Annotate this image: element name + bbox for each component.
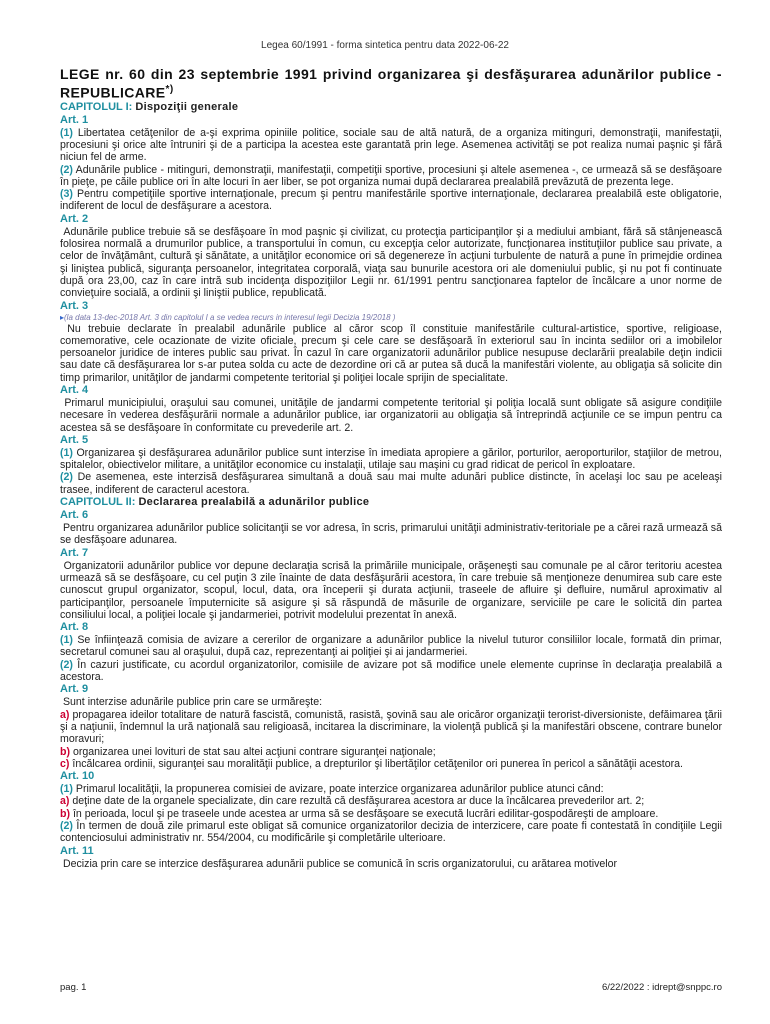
article-6-text: Pentru organizarea adunărilor publice solicitanţii se vor adresa, în scris, primarului unităţii administrativ-teritoriale pe a cărei rază urmează să se desfăşoare adunarea. xyxy=(60,522,722,547)
article-3-label[interactable]: Art. 3 xyxy=(60,299,89,312)
article-1-paragraph-1: (1) Libertatea cetăţenilor de a-şi exprima opiniile politice, sociale sau de altă natură, de a organiza mitinguri, demonstraţii, manifestaţii, procesiuni şi orice alte întruniri şi de a participa la acestea este garantată prin lege. Asemenea activităţi se pot realiza numai paşnic şi fără niciun fel de arme. xyxy=(60,126,722,164)
article-9-intro: Sunt interzise adunările publice prin care se urmăreşte: xyxy=(62,696,323,709)
article-5-paragraph-1: (1) Organizarea şi desfăşurarea adunărilor publice sunt interzise în imediata apropiere a gărilor, porturilor, aeroporturilor, staţiilor de metrou, spitalelor, obiectivelor militare, a unităţilor economice cu instalaţii, utilaje sau maşini cu grad ridicat de pericol în exploatare. xyxy=(60,446,722,472)
title-footnote-mark[interactable]: *) xyxy=(165,84,174,95)
arrow-icon: ▸ xyxy=(60,312,65,322)
article-3-text: Nu trebuie declarate în prealabil adunările publice al căror scop îl constituie manifestările cultural-artistice, sportive, religioase, comemorative, cele ocazionate de vizite oficiale, precum şi cele care se desfăşoară în exteriorul sau în incinta sediilor ori a imobilelor persoanelor juridice de interes public sau privat. În cazul în care organizatorii adunărilor publice nesupuse declarării prealabile deţin indicii sau date că desfăşurarea lor s-ar putea solda cu acte de dezordine ori că ar putea să ducă la manifestări violente, au obligaţia să solicite din timp primarilor, unităţilor de jandarmi competente teritorial şi poliţiei locale sprijin de specialitate. xyxy=(60,322,722,384)
article-8-label[interactable]: Art. 8 xyxy=(60,621,89,634)
page-number: pag. 1 xyxy=(60,982,87,993)
article-5-paragraph-2: (2) De asemenea, este interzisă desfăşurarea simultană a două sau mai multe adunări publice distincte, în acelaşi loc sau pe aceleaşi trasee, indiferent de caracterul acestora. xyxy=(60,471,722,496)
article-2-text: Adunările publice trebuie să se desfăşoare în mod paşnic şi civilizat, cu protecţia participanţilor şi a mediului ambiant, fără să stânjenească folosirea normală a drumurilor publice, a transportului în comun, cu excepţia celor autorizate, funcţionarea instituţiilor publice sau private, a celor de învăţământ, cultură şi sănătate, a unităţilor economice ori să degenereze în acţiuni turbulente de natură a pune în primejdie ordinea şi liniştea publică, siguranţa persoanelor, integritatea corporală, viaţa sau bunurile acestora ori ale domeniului public, şi nu pot fi continuate după ora 23,00, caz în care intră sub incidenţa dispoziţiilor Legii nr. 61/1991 pentru sancţionarea faptelor de încălcare a unor norme de convieţuire socială, a ordinii şi liniştii publice, republicată. xyxy=(60,225,722,300)
article-6-label[interactable]: Art. 6 xyxy=(60,509,89,522)
article-5-label[interactable]: Art. 5 xyxy=(60,433,89,446)
article-10-label[interactable]: Art. 10 xyxy=(60,770,95,783)
article-7-text: Organizatorii adunărilor publice vor depune declaraţia scrisă la primăriile municipale, orăşeneşti sau comunale pe al căror teritoriu acestea urmează să se desfăşoare, cu cel puţin 3 zile înainte de data desfăşurării acestora, în care trebuie să menţioneze denumirea sub care este cunoscut grupul organizator, scopul, locul, data, ora începerii şi durata acţiunii, traseele de afluire şi defluire, numărul aproximativ al participanţilor, persoanele împuternicite să asigure şi să răspundă de măsurile de organizare, serviciile pe care le solicită din partea consiliului local, a poliţiei locale şi jandarmeriei, potrivit modelului prezentat în anexă. xyxy=(60,559,722,621)
footer-date-email: 6/22/2022 : idrept@snppc.ro xyxy=(601,982,722,993)
article-9-letter-a: a) propagarea ideilor totalitare de natură fascistă, comunistă, rasistă, şovină sau ale oricăror organizaţii terorist-diversioniste, defăimarea ţării şi a naţiunii, îndemnul la ură naţională sau religioasă, incitarea la discriminare, la violenţă publică şi la manifestări obscene, contrare bunelor moravuri; xyxy=(60,708,722,746)
article-9-letter-b: b) organizarea unei lovituri de stat sau altei acţiuni contrare siguranţei naţionale; xyxy=(60,745,436,758)
article-1-label[interactable]: Art. 1 xyxy=(60,113,89,126)
chapter-2-heading: CAPITOLUL II: Declararea prealabilă a adunărilor publice xyxy=(60,496,370,509)
article-10-letter-b: b) în perioada, locul şi pe traseele unde acestea ar urma să se desfăşoare se execută lucrări edilitar-gospodăreşti de amploare. xyxy=(60,807,659,820)
article-10-paragraph-1: (1) Primarul localităţii, la propunerea comisiei de avizare, poate interzice organizarea adunărilor publice atunci când: xyxy=(60,783,604,796)
article-10-paragraph-2: (2) În termen de două zile primarul este obligat să comunice organizatorilor decizia de interzicere, care poate fi contestată în condiţiile Legii contenciosului administrativ nr. 554/2004, cu modificările şi completările ulterioare. xyxy=(60,820,722,845)
article-2-label[interactable]: Art. 2 xyxy=(60,212,89,225)
article-4-text: Primarul municipiului, oraşului sau comunei, unităţile de jandarmi competente teritorial şi poliţia locală sunt obligate să asigure condiţiile necesare în vederea desfăşurării normale a adunărilor publice, iar organizatorii au obligaţia să întreprindă acţiunile ce se impun pentru ca acestea să se desfăşoare în conformitate cu prevederile art. 2. xyxy=(60,397,722,434)
article-9-letter-c: c) încălcarea ordinii, siguranţei sau moralităţii publice, a drepturilor şi libertăţilor cetăţenilor ori punerea în pericol a sănătăţii acestora. xyxy=(60,757,684,770)
page-header: Legea 60/1991 - forma sintetica pentru data 2022-06-22 xyxy=(261,40,509,51)
article-4-label[interactable]: Art. 4 xyxy=(60,384,89,396)
article-8-paragraph-2: (2) În cazuri justificate, cu acordul organizatorilor, comisiile de avizare pot să modifice unele elemente cuprinse în declaraţia prealabilă a acestora. xyxy=(60,658,722,684)
article-9-label[interactable]: Art. 9 xyxy=(60,683,89,696)
article-11-text: Decizia prin care se interzice desfăşurarea adunării publice se comunică în scris organizatorului, cu arătarea motivelor xyxy=(62,857,618,870)
article-8-paragraph-1: (1) Se înfiinţează comisia de avizare a cererilor de organizare a adunărilor publice la nivelul tuturor consiliilor locale, formată din primar, secretarul comunei sau al oraşului, după caz, reprezentanţi ai poliţiei şi ai jandarmeriei. xyxy=(60,634,722,659)
article-7-label[interactable]: Art. 7 xyxy=(60,546,89,559)
document-title: LEGE nr. 60 din 23 septembrie 1991 privind organizarea şi desfăşurarea adunărilor publice - REPUBLICARE*) xyxy=(60,66,722,101)
article-1-paragraph-2: (2) Adunările publice - mitinguri, demonstraţii, manifestaţii, competiţii sportive, procesiuni şi altele asemenea -, ce urmează să se desfăşoare în pieţe, pe căile publice ori în alte locuri în aer liber, se pot organiza numai după declararea prealabilă prevăzută de prezenta lege. xyxy=(60,163,722,188)
article-1-paragraph-3: (3) Pentru competiţiile sportive internaţionale, precum şi pentru manifestările sportive internaţionale, declararea prealabilă este obligatorie, indiferent de locul de desfăşurare a acestora. xyxy=(60,188,722,213)
article-10-letter-a: a) deţine date de la organele specializate, din care rezultă că desfăşurarea acestora ar duce la încălcarea prevederilor art. 2; xyxy=(60,795,645,808)
chapter-1-heading: CAPITOLUL I: Dispoziţii generale xyxy=(60,100,239,113)
document-body xyxy=(60,66,722,870)
article-3-note-link[interactable]: ▸(la data 13-dec-2018 Art. 3 din capitolul I a se vedea recurs in interesul legii Decizia 19/2018 ) xyxy=(60,312,396,322)
article-11-label[interactable]: Art. 11 xyxy=(60,844,94,857)
